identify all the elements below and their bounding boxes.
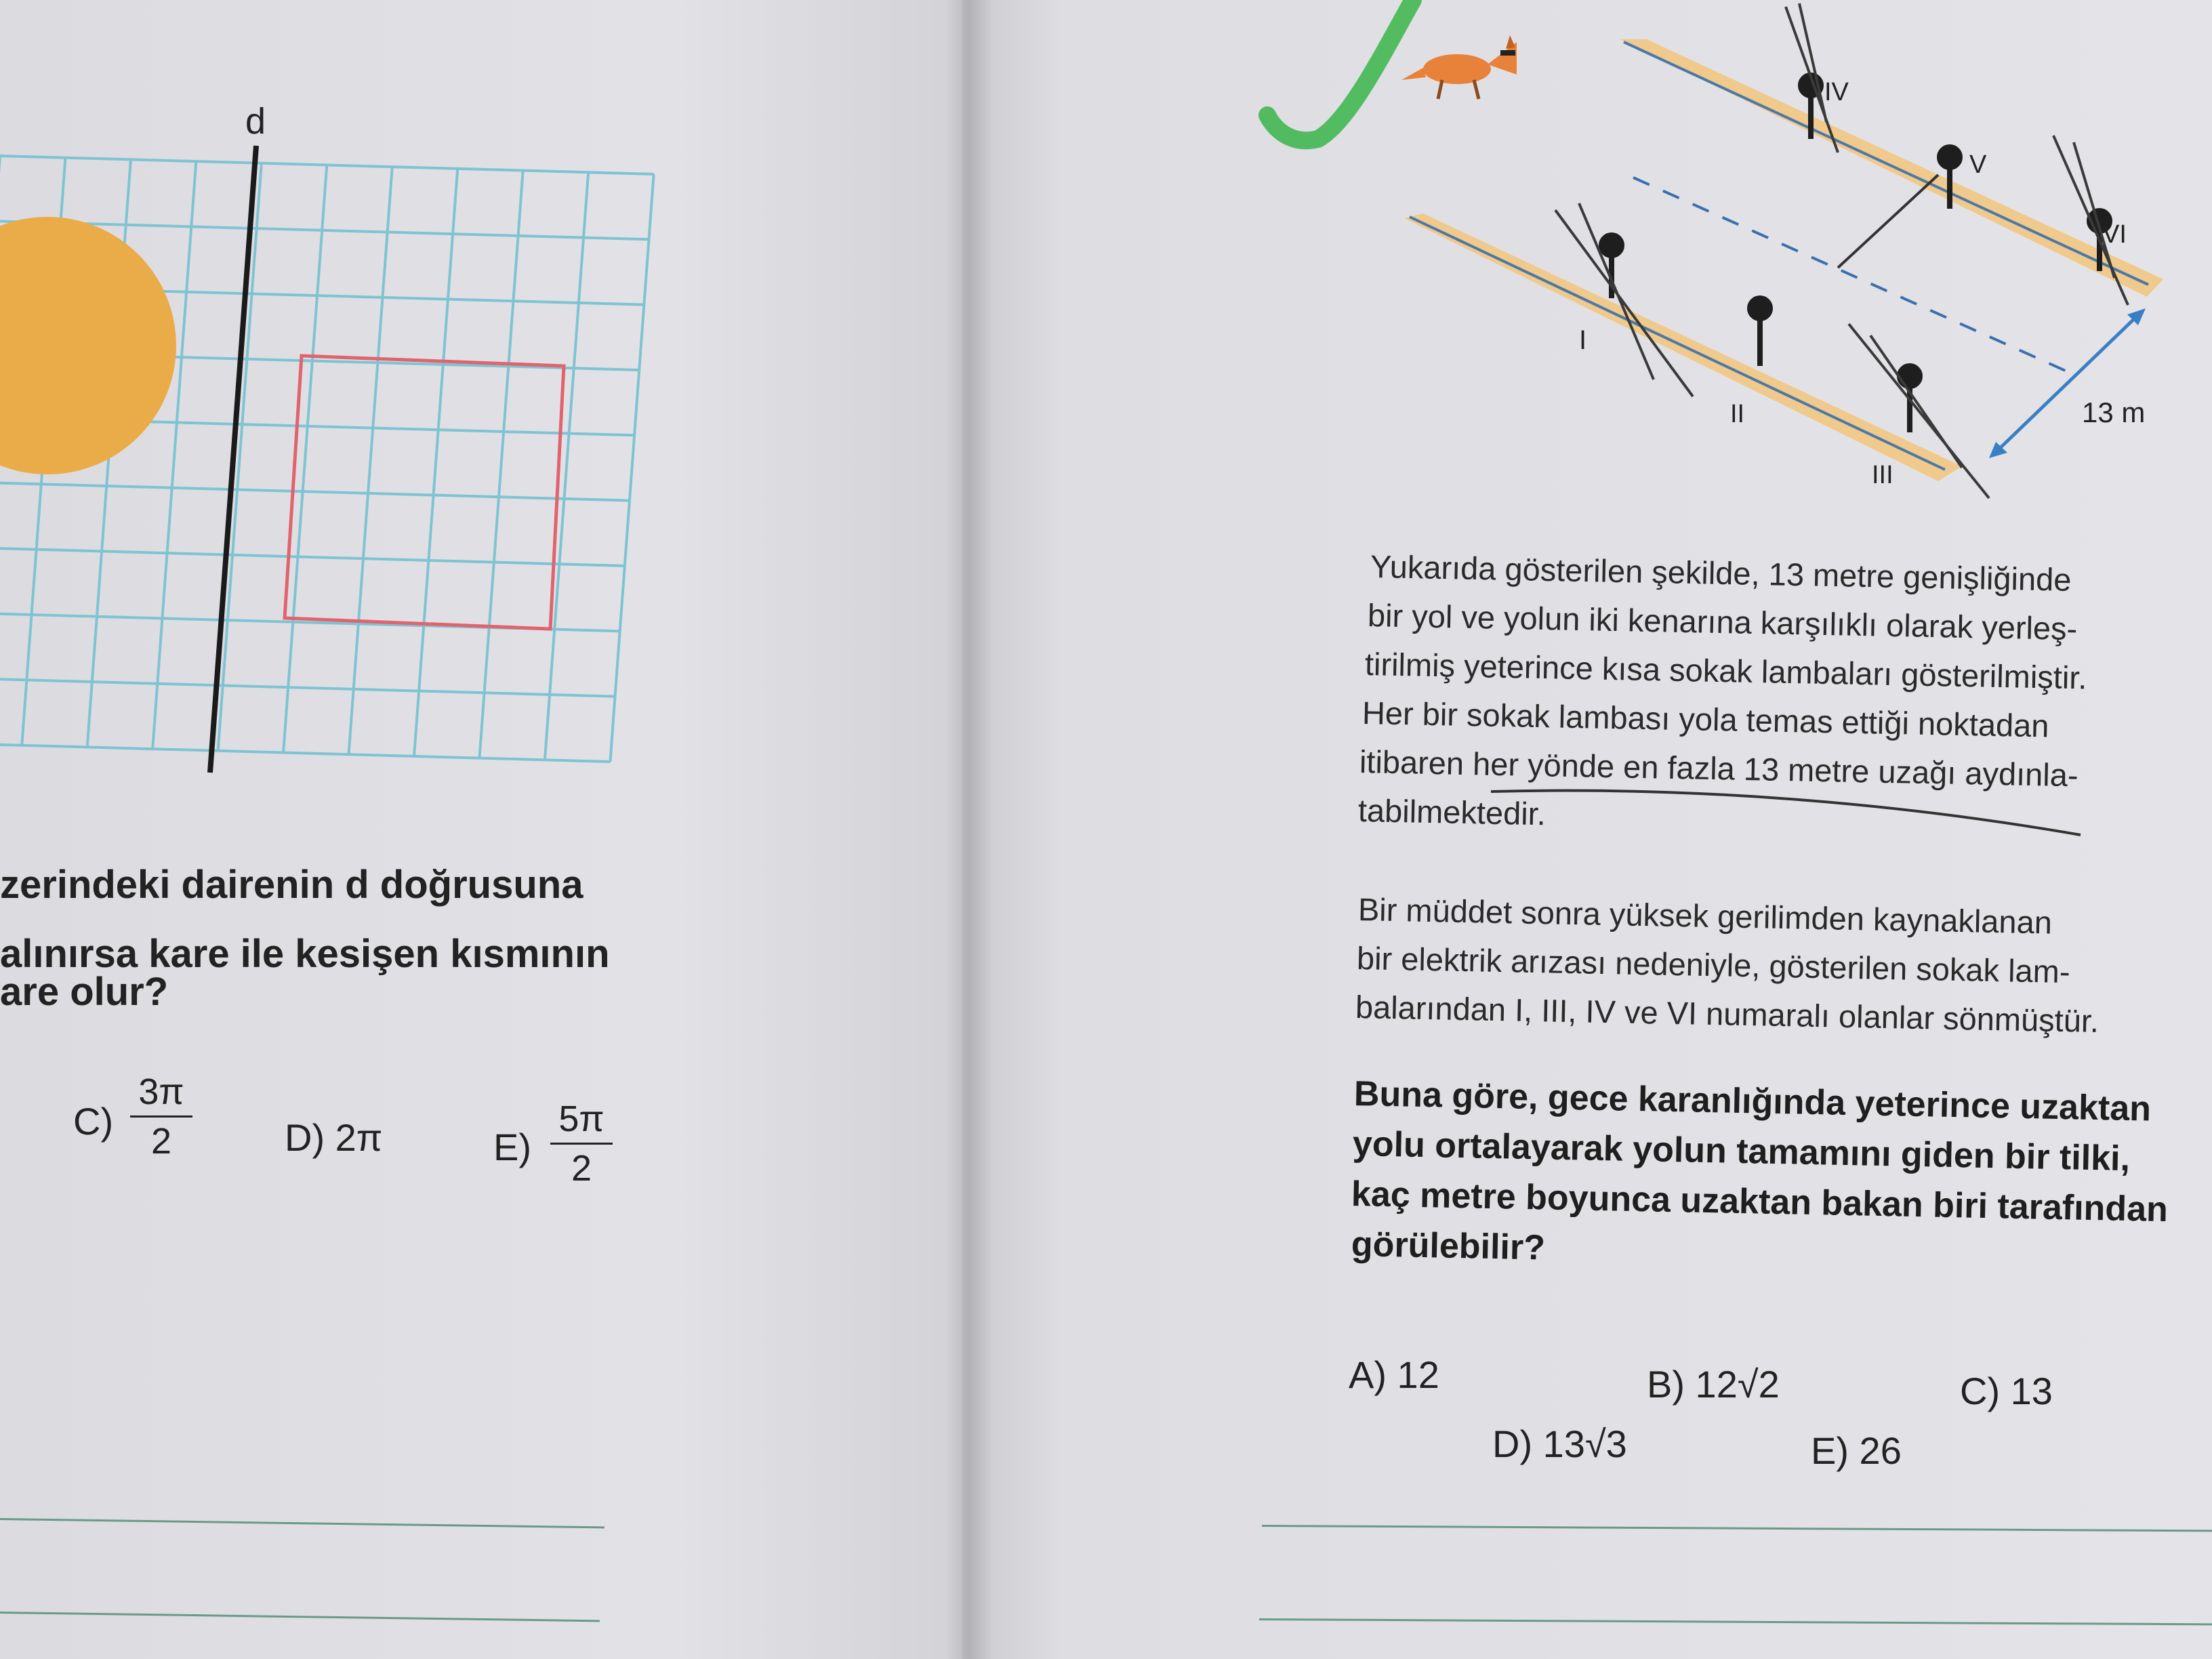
line-d-label: d bbox=[245, 101, 266, 142]
lamp-label-II: II bbox=[1730, 400, 1745, 428]
option-a: A) 12 bbox=[1349, 1353, 1439, 1396]
lamp-label-IV: IV bbox=[1824, 78, 1849, 106]
paragraph1-line-4: Her bir sokak lambası yola temas ettiği noktadan bbox=[1361, 695, 2049, 744]
paragraph2-line-1: Bir müddet sonra yüksek gerilimden kaynaklanan bbox=[1357, 891, 2053, 941]
question-right-line-3: kaç metre boyunca uzaktan bakan biri tarafından bbox=[1351, 1174, 2169, 1230]
lamp-label-VI: VI bbox=[2102, 220, 2127, 249]
option-e-letter: E) bbox=[493, 1126, 531, 1168]
question-right-line-1: Buna göre, gece karanlığında yeterince uzaktan bbox=[1353, 1074, 2152, 1129]
paragraph2-line-2: bir elektrik arızası nedeniyle, gösterilen sokak lam- bbox=[1356, 940, 2071, 990]
paragraph1-line-5: itibaren her yönde en fazla 13 metre uzağı aydınla- bbox=[1359, 743, 2079, 794]
question-right-line-4: görülebilir? bbox=[1351, 1225, 1546, 1268]
width-label: 13 m bbox=[2082, 396, 2146, 428]
paragraph1-line-6: tabilmektedir. bbox=[1357, 792, 1547, 832]
lamp-label-I: I bbox=[1579, 325, 1587, 355]
option-c-numerator: 3π bbox=[138, 1071, 184, 1112]
option-b: B) 12√2 bbox=[1647, 1363, 1780, 1406]
option-e-denominator: 2 bbox=[571, 1148, 592, 1189]
lamp-label-III: III bbox=[1872, 461, 1893, 489]
option-c-right: C) 13 bbox=[1960, 1370, 2053, 1412]
paragraph1-line-2: bir yol ve yolun iki kenarına karşılıklı olarak yerleş- bbox=[1367, 597, 2078, 647]
option-d: D) 2π bbox=[285, 1116, 383, 1159]
option-d-right: D) 13√3 bbox=[1492, 1422, 1627, 1465]
option-c-denominator: 2 bbox=[150, 1121, 172, 1162]
option-c-letter: C) bbox=[73, 1100, 114, 1143]
question-line-3: are olur? bbox=[0, 970, 169, 1014]
paragraph1-line-3: tirilmiş yeterince kısa sokak lambaları gösterilmiştir. bbox=[1364, 646, 2087, 696]
lamp-label-V: V bbox=[1969, 150, 1987, 179]
paragraph1-line-1: Yukarıda gösterilen şekilde, 13 metre genişliğinde bbox=[1370, 548, 2072, 598]
question-line-1: zerindeki dairenin d doğrusuna bbox=[0, 863, 583, 907]
paragraph2-line-3: balarından I, III, IV ve VI numaralı olanlar sönmüştür. bbox=[1355, 989, 2100, 1040]
option-e-numerator: 5π bbox=[558, 1099, 605, 1139]
question-right-line-2: yolu ortalayarak yolun tamamını giden bir tilki, bbox=[1352, 1124, 2131, 1179]
option-e-right: E) 26 bbox=[1811, 1429, 1902, 1472]
question-line-2: alınırsa kare ile kesişen kısmının bbox=[0, 932, 610, 976]
